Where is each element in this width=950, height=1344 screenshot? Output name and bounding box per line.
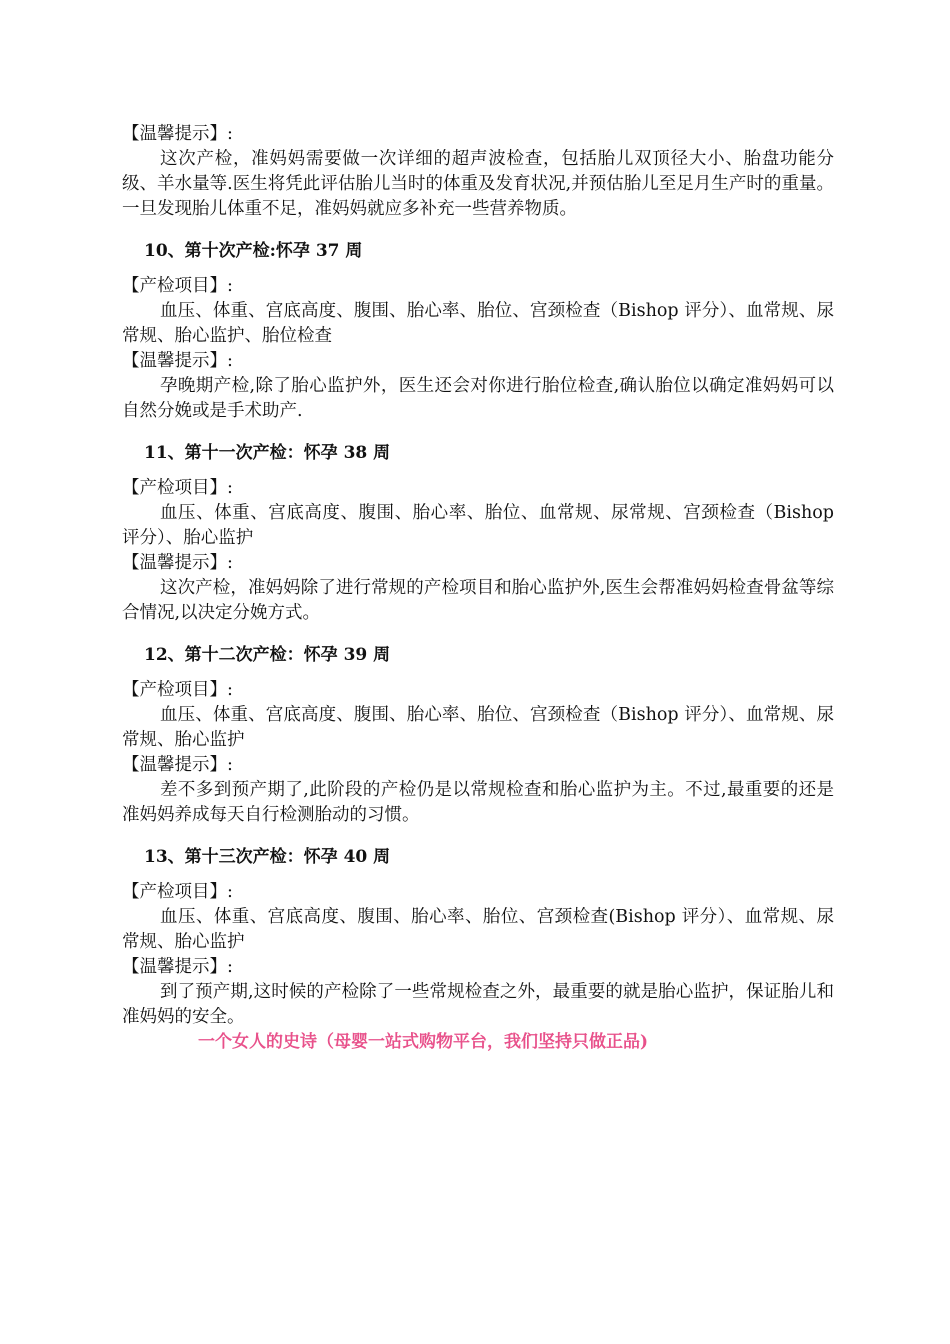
section-heading-12: 12、第十二次产检：怀孕 39 周 bbox=[144, 645, 391, 665]
items-text: 血压、体重、宫底高度、腹围、胎心率、胎位、宫颈检查(Bishop 评分）、血常规、尿常规、胎心监护 bbox=[122, 907, 834, 952]
items-text: 血压、体重、宫底高度、腹围、胎心率、胎位、宫颈检查（Bishop 评分）、血常规、尿常规、胎心监护、胎位检查 bbox=[122, 301, 834, 346]
footer-slogan: 一个女人的史诗（母婴一站式购物平台，我们坚持只做正品) bbox=[198, 1032, 649, 1052]
section-heading-10: 10、第十次产检:怀孕 37 周 bbox=[144, 241, 363, 261]
tip-text: 这次产检，准妈妈除了进行常规的产检项目和胎心监护外,医生会帮准妈妈检查骨盆等综合情况,以决定分娩方式。 bbox=[122, 578, 834, 623]
tip-label: 【温馨提示】: bbox=[122, 351, 233, 371]
items-label: 【产检项目】: bbox=[122, 478, 233, 498]
section-heading-13: 13、第十三次产检：怀孕 40 周 bbox=[144, 847, 391, 867]
tip-label: 【温馨提示】: bbox=[122, 957, 233, 977]
items-label: 【产检项目】: bbox=[122, 276, 233, 296]
items-label: 【产检项目】: bbox=[122, 680, 233, 700]
items-text: 血压、体重、宫底高度、腹围、胎心率、胎位、宫颈检查（Bishop 评分）、血常规、尿常规、胎心监护 bbox=[122, 705, 834, 750]
intro-tip-label: 【温馨提示】: bbox=[122, 124, 233, 144]
tip-label: 【温馨提示】: bbox=[122, 755, 233, 775]
intro-tip-text: 这次产检，准妈妈需要做一次详细的超声波检查，包括胎儿双顶径大小、胎盘功能分级、羊水量等.医生将凭此评估胎儿当时的体重及发育状况,并预估胎儿至足月生产时的重量。一旦发现胎儿体重不足，准妈妈就应多补充一些营养物质。 bbox=[122, 149, 834, 219]
tip-label: 【温馨提示】: bbox=[122, 553, 233, 573]
tip-text: 孕晚期产检,除了胎心监护外，医生还会对你进行胎位检查,确认胎位以确定准妈妈可以自然分娩或是手术助产. bbox=[122, 376, 834, 421]
tip-text: 差不多到预产期了,此阶段的产检仍是以常规检查和胎心监护为主。不过,最重要的还是准妈妈养成每天自行检测胎动的习惯。 bbox=[122, 780, 834, 825]
section-heading-11: 11、第十一次产检：怀孕 38 周 bbox=[144, 443, 391, 463]
items-text: 血压、体重、宫底高度、腹围、胎心率、胎位、血常规、尿常规、宫颈检查（Bishop 评分）、胎心监护 bbox=[122, 503, 834, 548]
tip-text: 到了预产期,这时候的产检除了一些常规检查之外，最重要的就是胎心监护，保证胎儿和准妈妈的安全。 bbox=[122, 982, 834, 1027]
items-label: 【产检项目】: bbox=[122, 882, 233, 902]
document-body bbox=[122, 122, 834, 1054]
